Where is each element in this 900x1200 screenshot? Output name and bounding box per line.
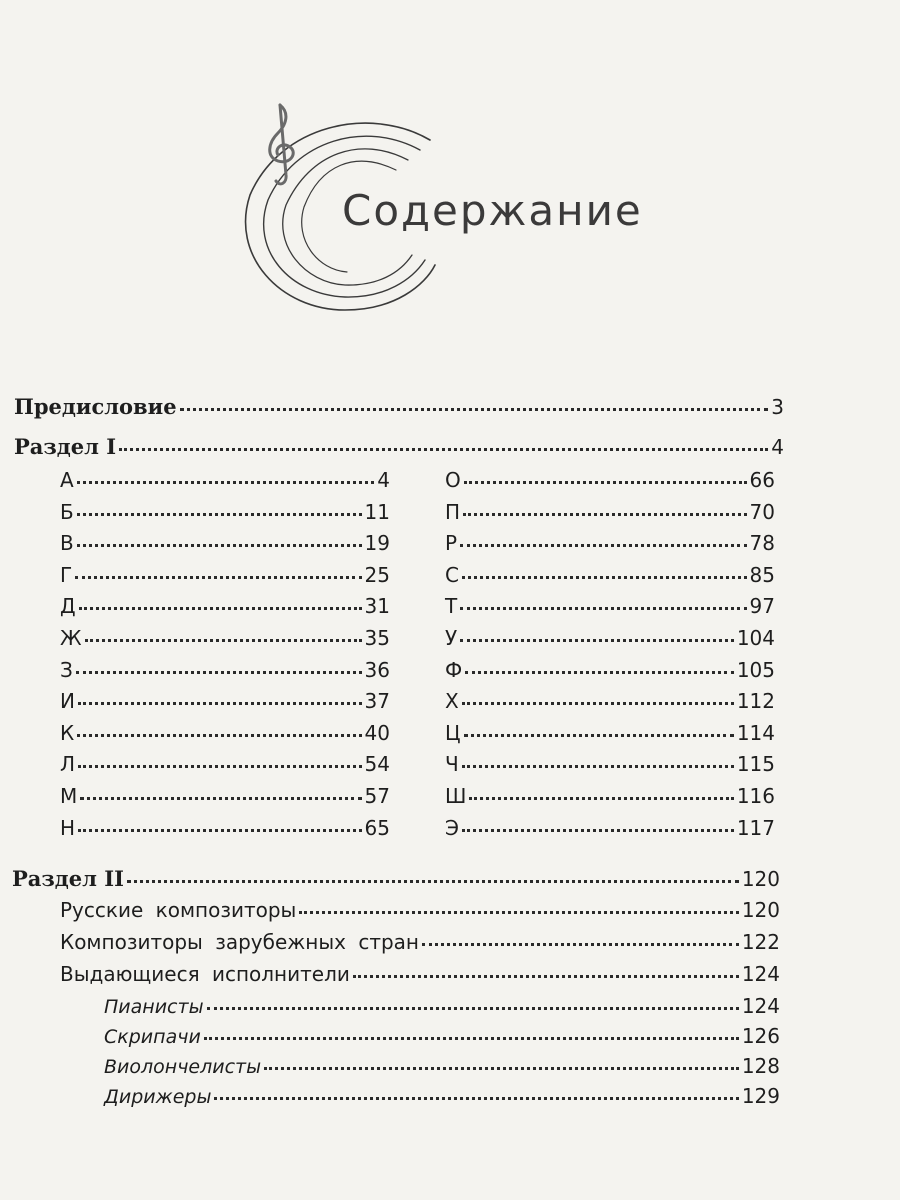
toc-letter-entry[interactable] [60,720,390,745]
toc-entry-performers[interactable] [60,964,780,984]
leader-dots [77,513,362,516]
leader-dots [299,911,738,914]
toc-letter-entry[interactable] [60,628,390,648]
leader-dots [463,513,747,516]
leader-dots [204,1037,739,1040]
leader-dots [469,797,733,800]
leader-dots [77,734,361,737]
toc-letter-entry[interactable] [445,752,775,777]
toc-page-number: 25 [364,562,390,587]
toc-letter-label: Э [445,815,459,840]
toc-letter-label: Р [445,531,458,556]
toc-letter-label: Н [60,815,76,840]
toc-page-number: 57 [364,784,390,808]
toc-page-number: 117 [736,815,775,840]
toc-page-number: 3 [771,395,784,419]
leader-dots [214,1097,738,1100]
leader-dots [75,576,361,579]
toc-letter-entry[interactable] [60,594,390,619]
toc-letter-label: Ш [445,784,467,808]
toc-label: Выдающиеся исполнители [60,962,350,986]
toc-letter-label: И [60,689,75,714]
toc-entry-conductors[interactable] [104,1086,780,1107]
toc-letter-label: Г [60,562,73,587]
toc-page-number: 124 [741,994,780,1018]
toc-letter-label: А [60,468,74,492]
leader-dots [464,481,747,484]
toc-letter-entry[interactable] [445,499,775,524]
toc-entry-foreign-composers[interactable] [60,932,780,952]
leader-dots [462,576,747,579]
leader-dots [465,671,734,674]
toc-page-number: 114 [736,720,775,745]
page-title: Содержание [342,186,643,235]
leader-dots [77,481,375,484]
toc-letter-entry[interactable] [60,815,390,840]
toc-page-number: 54 [364,752,390,777]
toc-page-number: 124 [741,962,780,986]
toc-letter-label: Т [445,594,458,619]
toc-page-number: 40 [364,720,390,745]
toc-letter-entry[interactable] [445,689,775,714]
leader-dots [119,448,768,451]
toc-letter-entry[interactable] [60,786,390,806]
toc-letter-label: В [60,531,74,556]
toc-label: Пианисты [104,996,204,1018]
leader-dots [78,829,362,832]
toc-letter-entry[interactable] [445,470,775,490]
toc-letter-entry[interactable] [60,562,390,587]
leader-dots [85,639,362,642]
toc-page-number: 120 [741,867,780,891]
toc-page-number: 129 [741,1084,780,1108]
toc-page-number: 4 [377,468,390,492]
leader-dots [180,408,769,411]
leader-dots [462,765,734,768]
leader-dots [462,829,734,832]
toc-page-number: 122 [741,930,780,954]
leader-dots [462,702,734,705]
toc-letter-label: Х [445,689,459,714]
leader-dots [422,943,739,946]
toc-label: Виолончелисты [104,1056,262,1078]
toc-entry-pianists[interactable] [104,996,780,1017]
leader-dots [127,880,739,883]
toc-page-number: 120 [741,898,780,922]
toc-page-number: 115 [736,752,775,777]
toc-label: Предисловие [14,394,177,419]
toc-page-number: 19 [364,531,390,556]
toc-label: Раздел I [14,434,117,459]
toc-page-number: 112 [736,689,775,714]
toc-letter-entry[interactable] [445,594,775,619]
toc-page-number: 65 [364,815,390,840]
toc-letter-entry[interactable] [445,786,775,806]
toc-label: Композиторы зарубежных стран [60,930,420,954]
leader-dots [78,765,362,768]
toc-page-number: 78 [749,531,775,556]
leader-dots [460,639,734,642]
toc-label: Раздел II [12,866,124,891]
toc-letter-label: Д [60,594,76,619]
leader-dots [207,1007,739,1010]
toc-entry-preface[interactable] [14,396,784,417]
toc-letter-label: С [445,562,459,587]
toc-label: Дирижеры [104,1086,212,1108]
toc-letter-entry[interactable] [445,628,775,648]
toc-letter-entry[interactable] [60,531,390,556]
toc-letter-label: Ф [445,657,463,682]
toc-letter-label: К [60,720,75,745]
toc-letter-label: Б [60,499,74,524]
toc-letter-entry[interactable] [445,562,775,587]
toc-page-number: 4 [771,435,784,459]
toc-entry-cellists[interactable] [104,1056,780,1077]
leader-dots [80,797,361,800]
toc-letter-label: У [445,626,458,650]
toc-letter-label: М [60,784,78,808]
toc-page-number: 97 [749,594,775,619]
toc-page-number: 11 [364,499,390,524]
toc-entry-violinists[interactable] [104,1026,780,1047]
toc-letter-label: Ч [445,752,459,777]
toc-letter-entry[interactable] [445,657,775,682]
toc-page-number: 85 [749,562,775,587]
toc-letter-entry[interactable] [445,720,775,745]
toc-letter-label: О [445,468,461,492]
toc-page-number: 70 [749,499,775,524]
leader-dots [79,607,362,610]
toc-letter-entry[interactable] [60,657,390,682]
toc-letter-entry[interactable] [60,470,390,490]
toc-page-number: 31 [364,594,390,619]
leader-dots [77,544,362,547]
toc-letter-label: П [445,499,461,524]
toc-letter-label: Л [60,752,76,777]
toc-page-number: 35 [364,626,390,650]
toc-letter-entry[interactable] [60,689,390,714]
toc-page-number: 105 [736,657,775,682]
toc-page-number: 66 [749,468,775,492]
toc-page-number: 36 [364,657,390,682]
toc-page-number: 128 [741,1054,780,1078]
toc-letter-label: З [60,657,73,682]
leader-dots [460,607,746,610]
toc-letter-entry[interactable] [445,531,775,556]
toc-page-number: 37 [364,689,390,714]
toc-letter-label: Ж [60,626,82,650]
leader-dots [78,702,362,705]
toc-page-number: 126 [741,1024,780,1048]
toc-letter-entry[interactable] [60,752,390,777]
toc-letter-entry[interactable] [60,499,390,524]
toc-entry-russian-composers[interactable] [60,900,780,920]
toc-page-number: 104 [736,626,775,650]
toc-letter-label: Ц [445,720,461,745]
leader-dots [264,1067,739,1070]
leader-dots [76,671,362,674]
toc-entry-section-2[interactable] [12,868,780,889]
toc-page-number: 116 [736,784,775,808]
toc-label: Скрипачи [104,1026,201,1048]
toc-label: Русские композиторы [60,898,297,922]
leader-dots [464,734,734,737]
leader-dots [460,544,746,547]
leader-dots [353,975,739,978]
toc-entry-section-1[interactable] [14,436,784,457]
toc-letter-entry[interactable] [445,815,775,840]
